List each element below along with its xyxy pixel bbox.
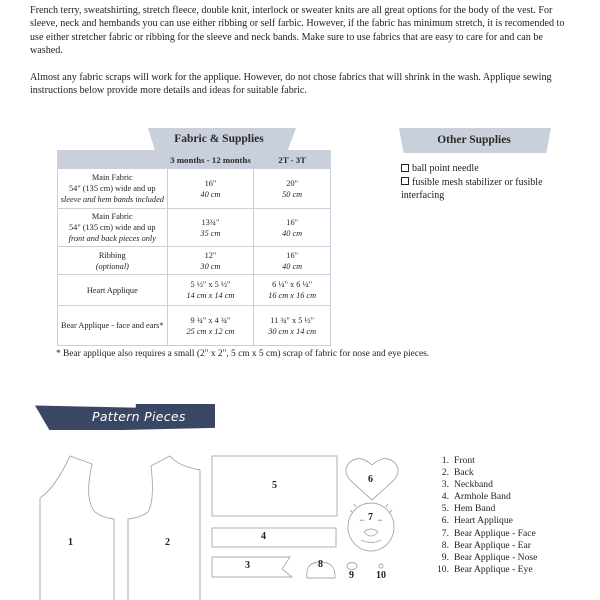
piece-number-armhole-band: 4: [261, 531, 266, 542]
intro-text: [30, 4, 575, 110]
row-detail: 54" (135 cm) wide and up: [69, 223, 156, 232]
legend-number: 1.: [441, 455, 449, 466]
table-row: [58, 275, 331, 306]
other-supplies-title: Other Supplies: [437, 134, 511, 146]
table-row: [58, 169, 331, 209]
cell-2t-3t: [254, 209, 331, 247]
row-detail: 54" (135 cm) wide and up: [69, 184, 156, 193]
legend-number: 6.: [441, 515, 449, 527]
legend-number: 3.: [441, 479, 449, 491]
legend-label: Bear Applique - Nose: [454, 551, 538, 563]
row-name: Bear Applique - face and ears*: [61, 321, 164, 330]
legend-label: Neckband: [454, 479, 493, 491]
row-name: Ribbing: [98, 250, 126, 260]
intro-paragraph-fabrics: French terry, sweatshirting, stretch fleece, double knit, interlock or sweater knits are all great options for the body of the vest. For sleeve, neck and hembands you can use either ribbing or self farbic. However, if the fabric has minimum stretch, it is recomended to use either stretcher fabric or ribbing for the sleeve and neck bands. Make sure to use fabrics that are easy to care for and can be washed.: [30, 5, 565, 57]
row-name: Heart Applique: [86, 285, 138, 295]
piece-number-bear-eye: 10: [376, 570, 386, 581]
other-supplies-list: [401, 162, 571, 203]
cell-3-12-months: [167, 275, 254, 306]
table-row: [58, 209, 331, 247]
fabric-supplies-table: [57, 150, 331, 346]
cell-3-12-months: [167, 306, 254, 346]
supply-label: fusible mesh stabilizer or fusible interfacing: [401, 176, 543, 201]
value-inches: 20": [286, 178, 298, 188]
row-label: [58, 247, 168, 275]
checkbox-icon: [401, 164, 409, 172]
intro-paragraph-applique: Almost any fabric scraps will work for the applique. However, do not chose fabrics that will shrink in the wash. Applique sewing instructions below provide more details and ideas for suitable fabric.: [30, 71, 552, 97]
legend-item: [432, 540, 537, 552]
value-inches: 16": [204, 178, 217, 188]
piece-number-neckband: 3: [245, 560, 250, 571]
row-note: sleeve and hem bands included: [60, 195, 164, 204]
legend-item: [432, 515, 537, 527]
legend-number: 10.: [437, 563, 449, 575]
value-cm: 14 cm x 14 cm: [186, 291, 235, 300]
legend-item: [432, 491, 537, 503]
piece-number-bear-ear: 8: [318, 559, 323, 570]
legend-item: [432, 479, 537, 491]
value-cm: 40 cm: [282, 261, 303, 271]
value-inches: 13¾": [201, 217, 220, 227]
supply-item: [401, 176, 571, 203]
legend-number: 5.: [441, 503, 449, 515]
legend-label: Back: [454, 467, 474, 479]
column-header-2t-3t: 2T - 3T: [254, 151, 331, 169]
legend-number: 4.: [441, 491, 449, 503]
pattern-pieces-title: Pattern Pieces: [92, 409, 186, 424]
value-cm: 16 cm x 16 cm: [268, 291, 317, 300]
legend-label: Bear Applique - Face: [454, 527, 536, 539]
legend-number: 9.: [441, 551, 449, 563]
legend-label: Armhole Band: [454, 491, 511, 503]
pattern-outline-graphic: [0, 440, 430, 600]
piece-number-heart-applique: 6: [368, 474, 373, 485]
value-cm: 30 cm: [200, 261, 221, 271]
value-cm: 25 cm x 12 cm: [186, 326, 235, 336]
value-cm: 40 cm: [282, 228, 303, 238]
row-label: [58, 209, 168, 247]
pattern-pieces-legend: [432, 455, 537, 576]
value-cm: 35 cm: [200, 228, 221, 238]
piece-number-hem-band: 5: [272, 480, 277, 491]
legend-label: Heart Applique: [454, 515, 513, 527]
value-inches: 5 ½" x 5 ½": [190, 280, 231, 289]
legend-item: [432, 467, 537, 479]
bear-applique-footnote: * Bear applique also requires a small (2" x 2", 5 cm x 5 cm) scrap of fabric for nose and eye pieces.: [56, 349, 430, 359]
value-inches: 16": [286, 217, 298, 227]
legend-item: [432, 455, 537, 467]
value-cm: 40 cm: [200, 189, 221, 199]
cell-3-12-months: [167, 169, 254, 209]
row-label: [58, 306, 168, 346]
cell-2t-3t: [254, 247, 331, 275]
legend-label: Bear Applique - Ear: [454, 539, 531, 551]
piece-number-back: 2: [165, 537, 170, 548]
table-row: [58, 306, 331, 346]
cell-2t-3t: [254, 306, 331, 346]
row-name: Main Fabric: [91, 173, 133, 182]
legend-label: Front: [454, 455, 475, 466]
value-inches: 16": [286, 250, 298, 260]
value-inches: 11 ¾" x 5 ½": [270, 315, 315, 325]
row-note: front and back pieces only: [68, 234, 156, 243]
legend-item: [432, 503, 537, 515]
row-label: [58, 169, 168, 209]
legend-number: 7.: [441, 527, 449, 539]
cell-2t-3t: [254, 275, 331, 306]
row-name: Main Fabric: [91, 212, 133, 221]
piece-number-bear-face: 7: [368, 512, 373, 523]
column-header-3-12-months: 3 months - 12 months: [167, 151, 254, 169]
row-note: (optional): [95, 261, 129, 271]
pattern-pieces-diagram: [0, 440, 430, 600]
value-inches: 9 ¾" x 4 ¾": [190, 315, 231, 325]
fabric-supplies-title: Fabric & Supplies: [174, 133, 264, 145]
table-header-row: [58, 151, 331, 169]
cell-3-12-months: [167, 247, 254, 275]
supply-label: ball point needle: [412, 163, 479, 174]
legend-item: [432, 564, 537, 576]
supply-item: [401, 162, 571, 176]
legend-label: Hem Band: [454, 503, 496, 515]
table-row: [58, 247, 331, 275]
value-inches: 12": [204, 250, 217, 260]
cell-2t-3t: [254, 169, 331, 209]
value-inches: 6 ¼" x 6 ¼": [272, 280, 313, 289]
piece-number-bear-nose: 9: [349, 570, 354, 581]
legend-item: [432, 528, 537, 540]
legend-number: 2.: [441, 467, 449, 479]
row-label: [58, 275, 168, 306]
legend-item: [432, 552, 537, 564]
checkbox-icon: [401, 177, 409, 185]
piece-number-front: 1: [68, 537, 73, 548]
legend-number: 8.: [441, 539, 449, 551]
value-cm: 50 cm: [282, 189, 303, 199]
cell-3-12-months: [167, 209, 254, 247]
column-header-item: [58, 151, 168, 169]
legend-label: Bear Applique - Eye: [454, 563, 533, 575]
value-cm: 30 cm x 14 cm: [268, 326, 317, 336]
